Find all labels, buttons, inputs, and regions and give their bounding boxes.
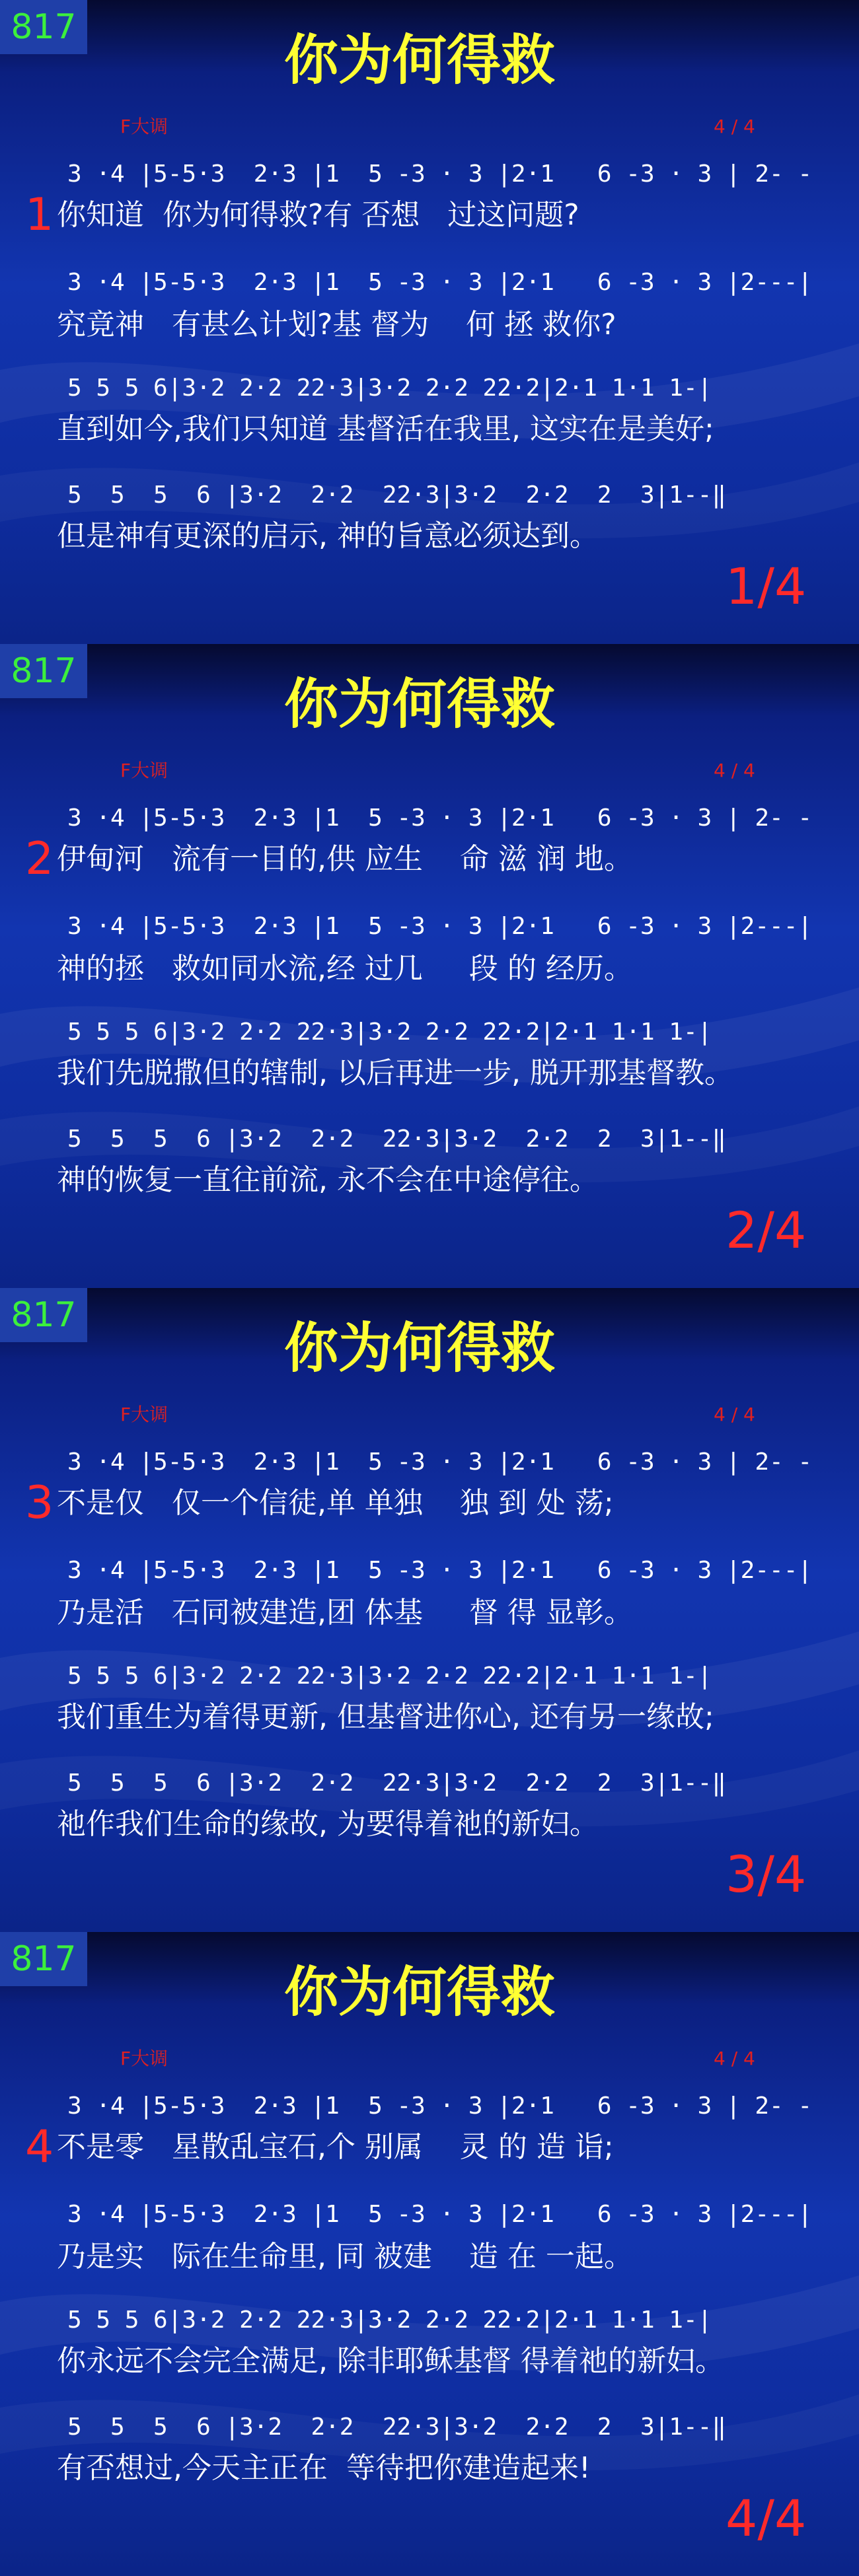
- hymn-title: 你为何得救: [283, 673, 555, 736]
- lyric-line: 乃是实 际在生命里, 同 被建 造 在 一起。: [57, 2240, 633, 2273]
- lyric-line: 你永远不会完全满足, 除非耶稣基督 得着祂的新妇。: [57, 2344, 724, 2378]
- hymn-number: 817: [0, 644, 87, 698]
- hymn-number: 817: [0, 1932, 87, 1986]
- lyric-line: 我们先脱撒但的辖制, 以后再进一步, 脱开那基督教。: [57, 1056, 733, 1090]
- time-signature: 4 / 4: [714, 116, 755, 137]
- key-signature: F大调: [120, 116, 168, 137]
- hymn-slide-1: [0, 0, 859, 644]
- notation-line: 5 5 5 6|3·2 2·2 22·3|3·2 2·2 22·2|2·1 1·1 1-|: [67, 1663, 712, 1690]
- hymn-slide-2: [0, 644, 859, 1288]
- notation-line: 3 ·4 |5-5·3 2·3 |1 5 -3 · 3 |2·1 6 -3 · 3 | 2- -: [67, 2093, 813, 2120]
- notation-line: 3 ·4 |5-5·3 2·3 |1 5 -3 · 3 |2·1 6 -3 · 3 | 2- -: [67, 161, 813, 188]
- notation-line: 5 5 5 6 |3·2 2·2 22·3|3·2 2·2 2 3|1--‖: [67, 1770, 726, 1797]
- verse-number: 4: [25, 2121, 54, 2173]
- hymn-slide-4: [0, 1932, 859, 2576]
- key-signature: F大调: [120, 760, 168, 781]
- hymn-title: 你为何得救: [283, 1317, 555, 1380]
- lyric-line: 祂作我们生命的缘故, 为要得着祂的新妇。: [57, 1807, 599, 1841]
- notation-line: 3 ·4 |5-5·3 2·3 |1 5 -3 · 3 |2·1 6 -3 · 3 |2---|: [67, 913, 813, 940]
- verse-number: 2: [25, 833, 54, 885]
- lyric-line: 你知道 你为何得救?有 否想 过这问题?: [57, 198, 579, 232]
- lyric-line: 乃是活 石同被建造,团 体基 督 得 显彰。: [57, 1596, 633, 1629]
- notation-line: 5 5 5 6 |3·2 2·2 22·3|3·2 2·2 2 3|1--‖: [67, 2414, 726, 2441]
- lyric-line: 我们重生为着得更新, 但基督进你心, 还有另一缘故;: [57, 1700, 714, 1734]
- lyric-line: 但是神有更深的启示, 神的旨意必须达到。: [57, 519, 599, 553]
- hymn-title: 你为何得救: [283, 1961, 555, 2024]
- hymn-slide-3: [0, 1288, 859, 1932]
- hymn-number: 817: [0, 1288, 87, 1342]
- notation-line: 3 ·4 |5-5·3 2·3 |1 5 -3 · 3 |2·1 6 -3 · 3 |2---|: [67, 1557, 813, 1584]
- notation-line: 5 5 5 6|3·2 2·2 22·3|3·2 2·2 22·2|2·1 1·1 1-|: [67, 2307, 712, 2334]
- page-indicator: 1/4: [726, 557, 807, 616]
- time-signature: 4 / 4: [714, 1404, 755, 1425]
- lyric-line: 不是零 星散乱宝石,个 别属 灵 的 造 诣;: [57, 2130, 614, 2164]
- verse-number: 1: [25, 189, 54, 241]
- notation-line: 3 ·4 |5-5·3 2·3 |1 5 -3 · 3 |2·1 6 -3 · 3 |2---|: [67, 2201, 813, 2228]
- hymn-title: 你为何得救: [283, 29, 555, 92]
- key-signature: F大调: [120, 2048, 168, 2069]
- lyric-line: 神的拯 救如同水流,经 过几 段 的 经历。: [57, 952, 633, 985]
- lyric-line: 究竟神 有甚么计划?基 督为 何 拯 救你?: [57, 308, 616, 341]
- notation-line: 5 5 5 6|3·2 2·2 22·3|3·2 2·2 22·2|2·1 1·1 1-|: [67, 1019, 712, 1046]
- lyric-line: 直到如今,我们只知道 基督活在我里, 这实在是美好;: [57, 412, 714, 446]
- page-indicator: 2/4: [726, 1201, 807, 1260]
- page-indicator: 3/4: [726, 1845, 807, 1904]
- lyric-line: 伊甸河 流有一目的,供 应生 命 滋 润 地。: [57, 842, 633, 876]
- notation-line: 3 ·4 |5-5·3 2·3 |1 5 -3 · 3 |2·1 6 -3 · 3 | 2- -: [67, 805, 813, 832]
- lyric-line: 神的恢复一直往前流, 永不会在中途停往。: [57, 1163, 599, 1197]
- page-indicator: 4/4: [726, 2489, 807, 2548]
- lyric-line: 不是仅 仅一个信徒,单 单独 独 到 处 荡;: [57, 1486, 614, 1520]
- notation-line: 5 5 5 6 |3·2 2·2 22·3|3·2 2·2 2 3|1--‖: [67, 1126, 726, 1153]
- notation-line: 5 5 5 6|3·2 2·2 22·3|3·2 2·2 22·2|2·1 1·1 1-|: [67, 375, 712, 402]
- notation-line: 3 ·4 |5-5·3 2·3 |1 5 -3 · 3 |2·1 6 -3 · 3 |2---|: [67, 269, 813, 296]
- time-signature: 4 / 4: [714, 2048, 755, 2069]
- notation-line: 3 ·4 |5-5·3 2·3 |1 5 -3 · 3 |2·1 6 -3 · 3 | 2- -: [67, 1449, 813, 1476]
- notation-line: 5 5 5 6 |3·2 2·2 22·3|3·2 2·2 2 3|1--‖: [67, 482, 726, 509]
- time-signature: 4 / 4: [714, 760, 755, 781]
- key-signature: F大调: [120, 1404, 168, 1425]
- lyric-line: 有否想过,今天主正在 等待把你建造起来!: [57, 2451, 591, 2485]
- verse-number: 3: [25, 1477, 54, 1529]
- hymn-number: 817: [0, 0, 87, 54]
